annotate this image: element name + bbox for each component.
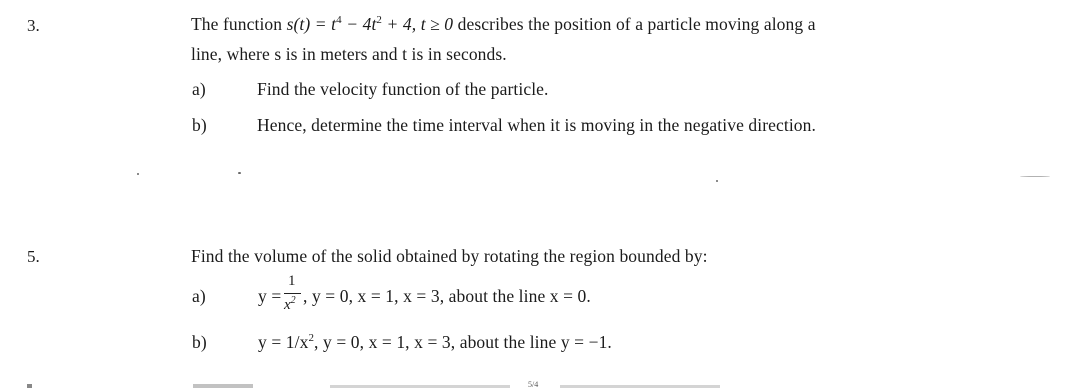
denominator-x: x <box>284 297 291 313</box>
exponent-4: 4 <box>336 14 342 27</box>
problem-3-part-a-label: a) <box>192 79 206 99</box>
position-function: s(t) = t <box>286 14 337 34</box>
position-function-term: − 4t <box>341 14 377 34</box>
scan-speck <box>137 173 139 175</box>
problem-5-part-a-conditions: , y = 0, x = 1, x = 3, about the line x = 0. <box>303 286 591 306</box>
problem-3-part-a-text: Find the velocity function of the particle. <box>257 79 549 99</box>
scan-speck <box>716 180 718 182</box>
scan-speck <box>1020 176 1050 177</box>
denominator-exponent: 2 <box>290 295 296 306</box>
part-b-exponent: 2 <box>308 332 315 345</box>
problem-3-number: 3. <box>27 16 40 35</box>
problem-3-statement-line-1 <box>191 14 816 35</box>
position-function-tail: + 4, t ≥ 0 <box>382 14 454 34</box>
problem-3-intro: The function <box>191 14 287 34</box>
fraction-numerator: 1 <box>288 273 296 289</box>
fraction-bar <box>284 293 301 294</box>
scan-speck <box>238 172 241 174</box>
fraction-denominator <box>284 295 296 314</box>
problem-5-number: 5. <box>27 247 40 266</box>
footer-fragment: 5/4 <box>528 380 539 388</box>
problem-5-part-a-label: a) <box>192 286 206 306</box>
problem-3-statement-line-2: line, where s is in meters and t is in seconds. <box>191 44 507 64</box>
problem-5-intro: Find the volume of the solid obtained by rotating the region bounded by: <box>191 246 708 266</box>
problem-5-part-b-text <box>258 332 612 353</box>
problem-5-part-a-y: y = <box>258 286 282 306</box>
problem-5-part-b-label: b) <box>192 332 207 352</box>
part-b-conditions: , y = 0, x = 1, x = 3, about the line y = −1. <box>314 332 612 352</box>
problem-3-part-b-label: b) <box>192 115 207 135</box>
problem-3-description: describes the position of a particle moving along a <box>453 14 816 34</box>
problem-3-part-b-text: Hence, determine the time interval when it is moving in the negative direction. <box>257 115 816 135</box>
cutoff-next-line <box>0 380 1080 388</box>
exponent-2: 2 <box>376 14 383 27</box>
part-b-function: y = 1/x <box>258 332 309 352</box>
